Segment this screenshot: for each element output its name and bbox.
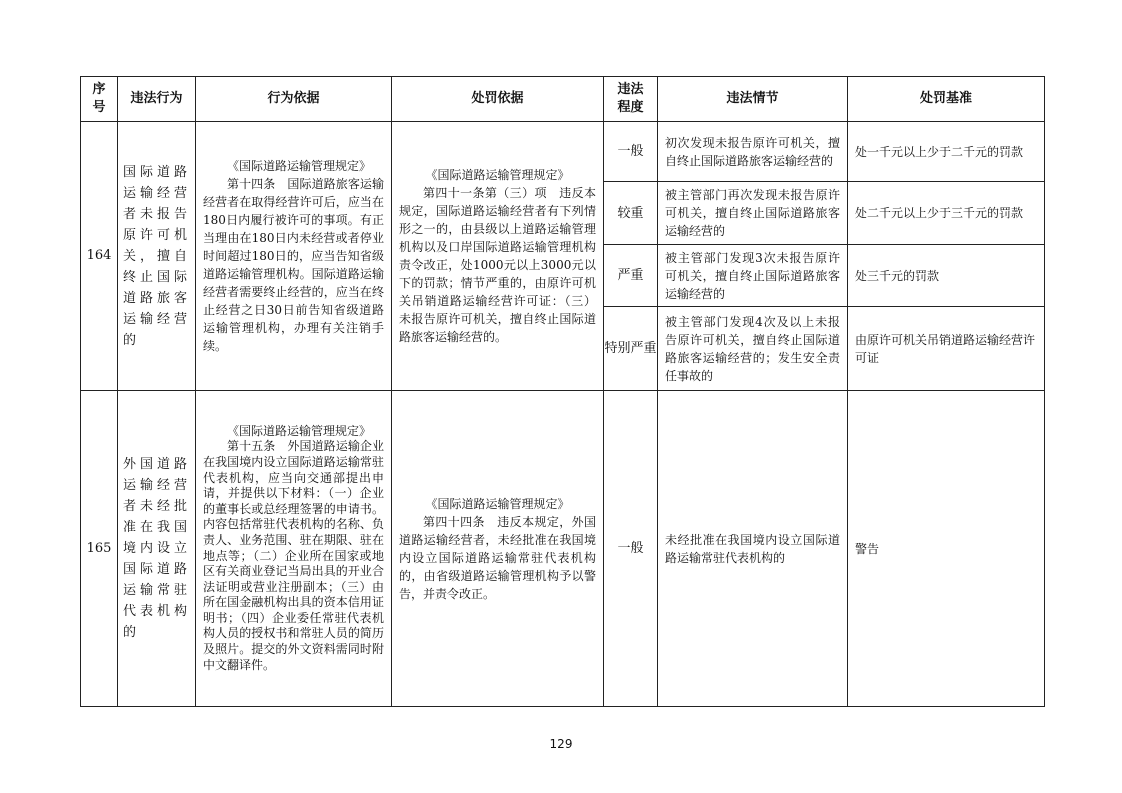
conduct-basis xyxy=(196,122,392,391)
penalty-standards-table xyxy=(80,76,1045,707)
penalty-basis-title: 《国际道路运输管理规定》 xyxy=(425,168,570,182)
header-seq: 序号 xyxy=(81,77,118,122)
conduct-basis xyxy=(196,391,392,707)
row-seq: 164 xyxy=(81,122,118,391)
row-seq: 165 xyxy=(81,391,118,707)
conduct-basis-title: 《国际道路运输管理规定》 xyxy=(227,423,372,438)
header-behavior: 违法行为 xyxy=(118,77,196,122)
circumstance-severe: 被主管部门发现3次未报告原许可机关，擅自终止国际道路旅客运输经营的 xyxy=(658,245,848,307)
violation-behavior: 外国道路运输经营者未经批准在我国境内设立国际道路运输常驻代表机构的 xyxy=(118,391,196,707)
table-row xyxy=(81,122,1045,182)
circumstance-serious: 被主管部门再次发现未报告原许可机关，擅自终止国际道路旅客运输经营的 xyxy=(658,182,848,245)
conduct-basis-text: 第十五条 外国道路运输企业在我国境内设立国际道路运输常驻代表机构，应当向交通部提出申请，并提供以下材料：（一）企业的董事长或总经理签署的申请书。内容包括常驻代表机构的名称、负责人、业务范围、驻在期限、驻在地点等；（二）企业所在国家或地区有关商业登记当局出具的开业合法证明或营业注册副本；（三）由所在国金融机构出具的资本信用证明书；（四）企业委任常驻代表机构人员的授权书和常驻人员的简历及照片。提交的外文资料需同时附中文翻译件。 xyxy=(203,439,384,672)
violation-behavior: 国际道路运输经营者未报告原许可机关，擅自终止国际道路旅客运输经营的 xyxy=(118,122,196,391)
degree-extremely-severe: 特别严重 xyxy=(604,307,658,391)
degree-general: 一般 xyxy=(604,122,658,182)
degree-general: 一般 xyxy=(604,391,658,707)
header-circumstance: 违法情节 xyxy=(658,77,848,122)
penalty-basis-text: 第四十一条第（三）项 违反本规定，国际道路运输经营者有下列情形之一的，由县级以上道路运输管理机构以及口岸国际道路运输管理机构责令改正，处1000元以上3000元以下的罚款；情节严重的，由原许可机关吊销道路运输经营许可证：（三）未报告原许可机关，擅自终止国际道路旅客运输经营的。 xyxy=(399,186,596,344)
degree-serious: 较重 xyxy=(604,182,658,245)
header-penalty-basis: 处罚依据 xyxy=(392,77,604,122)
penalty-basis xyxy=(392,122,604,391)
penalty-basis-title: 《国际道路运输管理规定》 xyxy=(425,496,570,511)
standard-serious: 处二千元以上少于三千元的罚款 xyxy=(848,182,1045,245)
circumstance-extremely-severe: 被主管部门发现4次及以上未报告原许可机关，擅自终止国际道路旅客运输经营的；发生安全责任事故的 xyxy=(658,307,848,391)
standard-severe: 处三千元的罚款 xyxy=(848,245,1045,307)
degree-severe: 严重 xyxy=(604,245,658,307)
header-standard: 处罚基准 xyxy=(848,77,1045,122)
conduct-basis-title: 《国际道路运输管理规定》 xyxy=(227,159,372,173)
table-row xyxy=(81,391,1045,707)
header-conduct-basis: 行为依据 xyxy=(196,77,392,122)
penalty-basis-text: 第四十四条 违反本规定，外国道路运输经营者，未经批准在我国境内设立国际道路运输常驻代表机构的，由省级道路运输管理机构予以警告，并责令改正。 xyxy=(399,514,596,601)
standard-general: 警告 xyxy=(848,391,1045,707)
page-number: 129 xyxy=(549,737,573,751)
conduct-basis-text: 第十四条 国际道路旅客运输经营者在取得经营许可后，应当在180日内履行被许可的事项。有正当理由在180日内未经营或者停业时间超过180日的，应当告知省级道路运输管理机构。国际道路运输经营者需要终止经营的，应当在终止经营之日30日前告知省级道路运输管理机构，办理有关注销手续。 xyxy=(203,177,384,353)
table-header-row xyxy=(81,77,1045,122)
header-degree: 违法程度 xyxy=(604,77,658,122)
penalty-basis xyxy=(392,391,604,707)
circumstance-general: 未经批准在我国境内设立国际道路运输常驻代表机构的 xyxy=(658,391,848,707)
standard-extremely-severe: 由原许可机关吊销道路运输经营许可证 xyxy=(848,307,1045,391)
circumstance-general: 初次发现未报告原许可机关，擅自终止国际道路旅客运输经营的 xyxy=(658,122,848,182)
standard-general: 处一千元以上少于二千元的罚款 xyxy=(848,122,1045,182)
